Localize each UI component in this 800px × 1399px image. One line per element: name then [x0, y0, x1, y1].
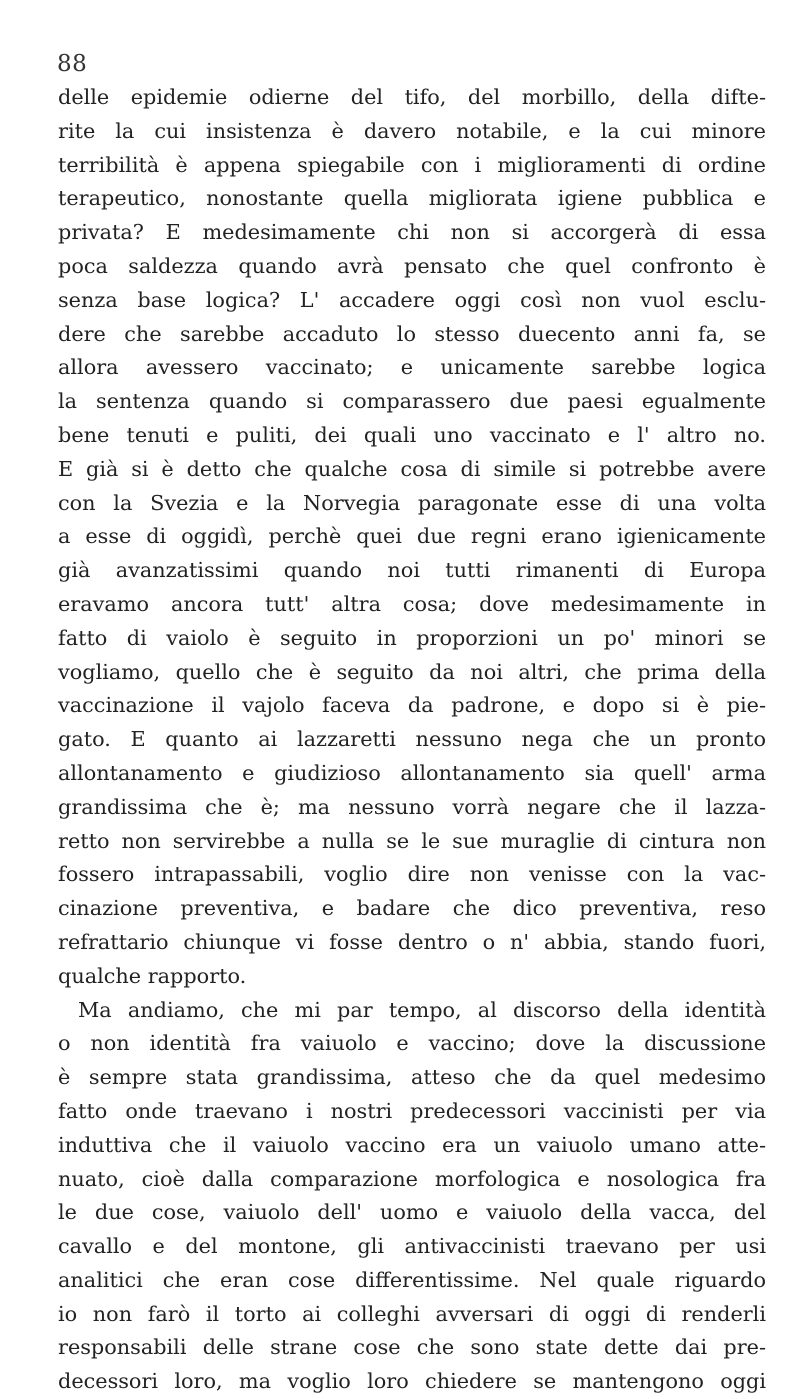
- paragraph-2: [58, 994, 766, 1399]
- text-line: vogliamo, quello che è seguito da noi altri, che prima della: [58, 659, 766, 684]
- text-line: fatto onde traevano i nostri predecessori vaccinisti per via: [58, 1098, 766, 1123]
- text-line: a esse di oggidì, perchè quei due regni erano igienicamente: [58, 524, 766, 549]
- text-line: cinazione preventiva, e badare che dico preventiva, reso: [58, 896, 766, 921]
- text-line: dere che sarebbe accaduto lo stesso duecento anni fa, se: [58, 321, 766, 346]
- page-number: 88: [57, 51, 88, 77]
- text-line: nuato, cioè dalla comparazione morfologica e nosologica fra: [58, 1166, 766, 1191]
- text-line: già avanzatissimi quando noi tutti rimanenti di Europa: [58, 558, 766, 583]
- text-line: rite la cui insistenza è davero notabile, e la cui minore: [58, 118, 766, 143]
- text-line: responsabili delle strane cose che sono state dette dai pre-: [58, 1335, 766, 1360]
- text-line: senza base logica? L' accadere oggi così non vuol esclu-: [58, 287, 766, 312]
- text-line: poca saldezza quando avrà pensato che quel confronto è: [58, 253, 766, 278]
- text-line: terapeutico, nonostante quella migliorata igiene pubblica e: [58, 186, 766, 211]
- text-line: io non farò il torto ai colleghi avversari di oggi di renderli: [58, 1301, 766, 1326]
- text-line: qualche rapporto.: [58, 963, 247, 988]
- text-line: decessori loro, ma voglio loro chiedere se mantengono oggi: [58, 1369, 766, 1394]
- text-line: la sentenza quando si comparassero due paesi egualmente: [58, 389, 766, 414]
- body-text: [58, 81, 766, 1399]
- text-line: con la Svezia e la Norvegia paragonate esse di una volta: [58, 490, 766, 515]
- text-line: analitici che eran cose differentissime. Nel quale riguardo: [58, 1267, 766, 1292]
- text-line: grandissima che è; ma nessuno vorrà negare che il lazza-: [58, 794, 766, 819]
- text-line: bene tenuti e puliti, dei quali uno vaccinato e l' altro no.: [58, 422, 766, 447]
- text-line: le due cose, vaiuolo dell' uomo e vaiuolo della vacca, del: [58, 1200, 766, 1225]
- text-line: eravamo ancora tutt' altra cosa; dove medesimamente in: [58, 591, 766, 616]
- text-line: retto non servirebbe a nulla se le sue muraglie di cintura non: [58, 828, 766, 853]
- text-line: cavallo e del montone, gli antivaccinisti traevano per usi: [58, 1234, 766, 1259]
- text-line: è sempre stata grandissima, atteso che da quel medesimo: [58, 1065, 766, 1090]
- text-line: E già si è detto che qualche cosa di simile si potrebbe avere: [58, 456, 766, 481]
- text-line: allontanamento e giudizioso allontanamento sia quell' arma: [58, 760, 766, 785]
- text-line: privata? E medesimamente chi non si accorgerà di essa: [58, 220, 766, 245]
- text-line: fatto di vaiolo è seguito in proporzioni un po' minori se: [58, 625, 766, 650]
- text-line: refrattario chiunque vi fosse dentro o n' abbia, stando fuori,: [58, 929, 766, 954]
- text-line: allora avessero vaccinato; e unicamente sarebbe logica: [58, 355, 766, 380]
- text-line: gato. E quanto ai lazzaretti nessuno nega che un pronto: [58, 727, 766, 752]
- text-line: induttiva che il vaiuolo vaccino era un vaiuolo umano atte-: [58, 1132, 766, 1157]
- text-line: delle epidemie odierne del tifo, del morbillo, della difte-: [58, 85, 766, 109]
- text-line: Ma andiamo, che mi par tempo, al discorso della identità: [78, 997, 766, 1022]
- text-line: o non identità fra vaiuolo e vaccino; dove la discussione: [58, 1031, 766, 1056]
- text-line: terribilità è appena spiegabile con i miglioramenti di ordine: [58, 152, 766, 177]
- paragraph-1: [58, 81, 766, 994]
- text-line: fossero intrapassabili, voglio dire non venisse con la vac-: [58, 862, 766, 887]
- text-line: vaccinazione il vajolo faceva da padrone, e dopo si è pie-: [58, 693, 766, 718]
